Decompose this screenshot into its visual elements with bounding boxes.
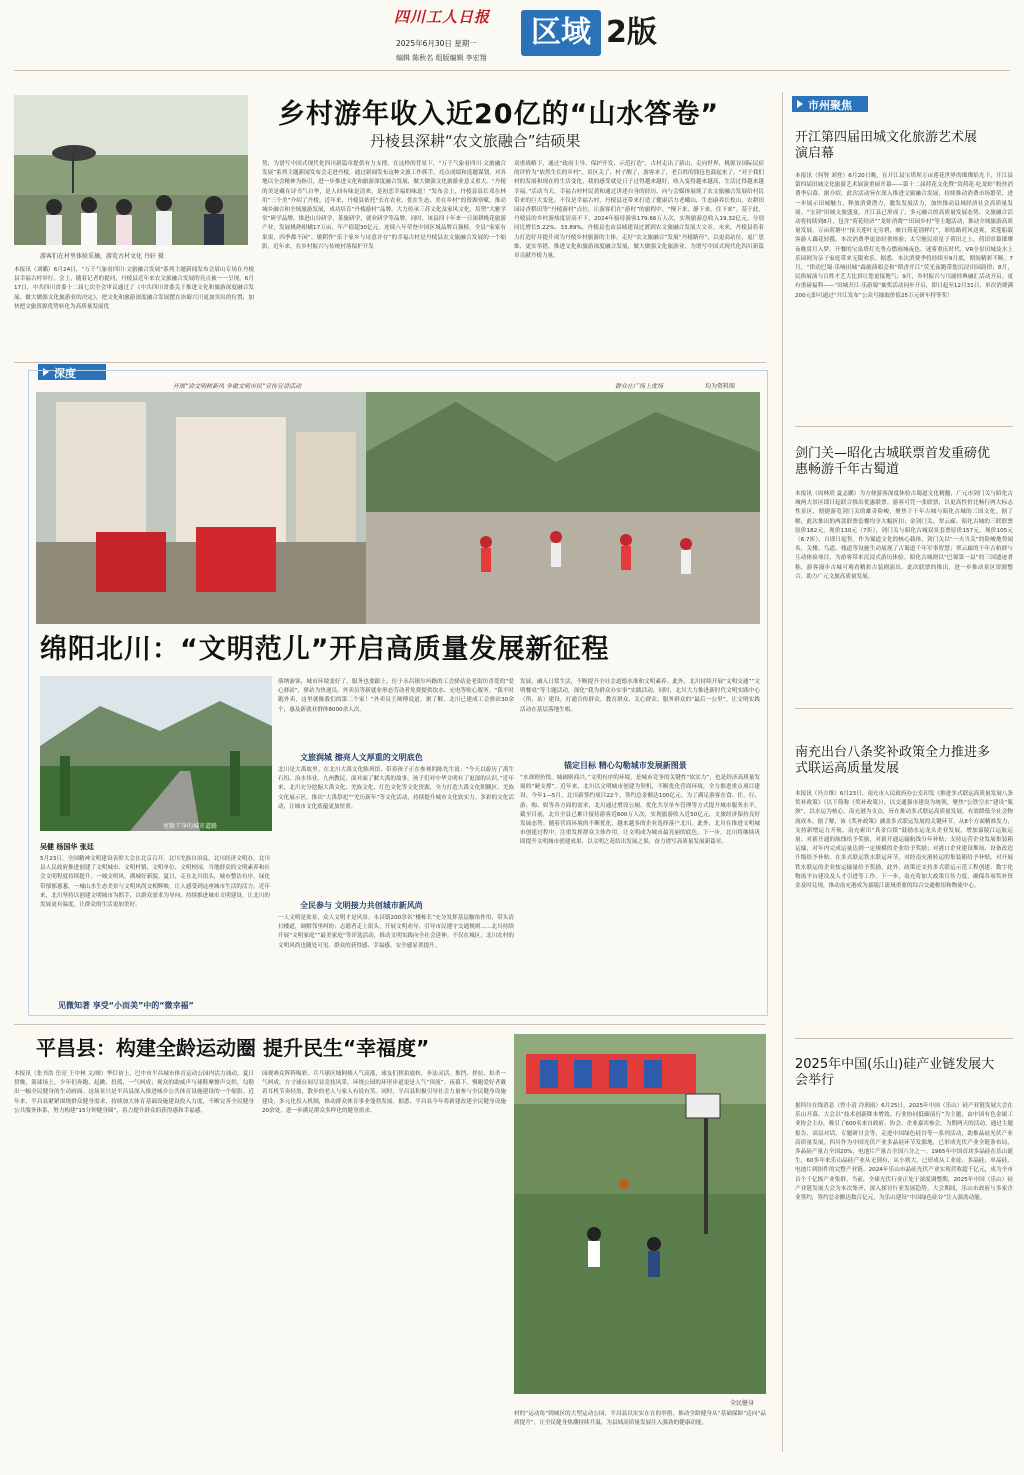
banner-caption-right: 群众在广场上度场 (615, 383, 664, 390)
city-divider-1 (795, 426, 1013, 427)
city-article-3-body: 本报讯（冯方维）6月23日，南充市人民政府办公室印发《推进多式联运高质量发展八条奖补政策》（以下简称《奖补政策》），以交通强市建设为统领，聚焦“公铁空水”建设“瓶颈”，以水运为核心、南充港为支点，旨在推动多式联运高质量发展，有效降低全社会物流成本。据了解，该《奖补政策》涵盖多式联运发展的关键环节，从8个方面精准发力，支持新增运力开航、南充索出“真金白银”鼓励水运龙头企业发展，增加嘉陵江运航运量。对新开通的航线给予奖励，对新开通运输航线分年补贴；支持运营企业发展集装箱运输，对年内完成运量达到一定规模的企业给予奖励；对港口企业建设堆场、设备改造升级给予补贴。在多式联运铁水联运环节，对经南充港转运的集装箱给予补贴，对开展铁水联运的企业按运输量给予奖励。此外，政策还支持多式联运示范工程创建、数字化物流平台建设及人才引进等工作。下一步，南充将加大政策宣传力度，确保各项奖补资金及时兑现，推动南充港成为嘉陵江流域重要的综合交通枢纽和物流中心。 (795, 791, 1013, 890)
city-article-2-title: 剑门关—昭化古城联票首发重磅优惠畅游千年古蜀道 (795, 446, 991, 477)
square-activity-photo (36, 392, 760, 624)
section-name: 区域 (531, 15, 591, 50)
lead-body-col2: 势，为谱写中国式现代化四川新篇章提供有力支撑。在这样的背景下，“万千气象看四川·文旅融合发展”系列主题新闻发布会走进丹棱，通过新闻发布这种文旅工作抓手，亮点成绩和选题谋划，对各地以全会精神为指引，进一步推进文化和旅游深度融合发展，做大做强文化旅游业意义重大。“丹棱的美是藏在诗书气自华，是人间有味是清欢，是初恋幸福的味道！”发布会上，丹棱县县长邓在林用“三个美”介绍了丹棱。近年来，丹棱县依托“长在农业，优在生态，美在乡村”的资源禀赋，推动城乡融合和全域旅游发展，成功培育“丹棱游村”品牌。大力传承三苏文化及家风文化，培塑“大雅学堂”研学品牌，推进山谷研学，茶旅研学，就业研学等品牌，同时，该县四十年来一日深耕桃花旅游产业，发展桃熟柑橘17万亩，年产值超30亿元，连续八年荣登中国区域品牌百强榜，全县“家家有果果，四季都不闲”。敏稻作“乐于家乡与诗意并存”的幸福古村是丹棱县农文旅融合发展的一个缩影，近年来，在乡村振兴与传统村落保护开发 (262, 161, 506, 250)
editors-line: 编辑 陈秋名 组版编辑 李宏翔 (396, 54, 487, 62)
depth-side-photo (40, 676, 272, 831)
depth-byline: 吴健 杨国华 张廷 (40, 843, 94, 851)
pingchang-body-col3: 村的“运动角”到城区的大型运动公园，平昌县以实实在在的举措，推动全龄健身从“基础保障”迈向“品质提升”，让全民健身热潮持续升温，为县域高质量发展注入强劲的健康动能。 (514, 1411, 766, 1427)
pingchang-photo-caption: 全民健身 (730, 1400, 755, 1407)
city-focus-icon (797, 100, 803, 108)
pingchang-title: 平昌县：构建全龄运动圈 提升民生“幸福度” (36, 1036, 430, 1060)
city-divider-3 (795, 1038, 1013, 1039)
depth-heading-4: 锚定目标 精心勾勒城市发展新图景 (564, 761, 687, 770)
depth-body-col3b: “水深则鱼悦，城阔则商兴。”文明有序的环境，是城市竞争的关键性“软实力”，也是经济高质量发展的“硬支撑”。近年来，北川以文明城市创建为契机，不断优化营商环境，全力推进重点项目建设。今年1—5月，北川新签约项目22个，签约总金额达100亿元。为了满足游客在食、住、行、游、购、娱等各方面的需求，北川通过增设公厕、优化共享单车管理等方式提升城市服务水平。截至目前，北川全县已累计接待游客近600万人次，实现旅游收入近50亿元，文旅经济保持良好发展态势。随着营商环境的不断优化，越来越多的企业选择落户北川。此外，北川在推进文明城市创建过程中，注重发挥群众主体作用，让文明成为城市最亮丽的底色。下一步，北川将继续巩固提升文明城市创建成果，以文明之花结出发展之果，奋力谱写高质量发展新篇章。 (520, 775, 760, 846)
depth-body-col2: 落纳游客，城市环境变好了，服务也要跟上。位于永昌镇尔玛路的工会驿站是老街坊喜爱的“爱心驿站”，驿站为快递员、外卖员等新就业形态劳动者免费提供饮水、充电等贴心服务。“我平时跑外卖，这里就像我们的第二个家！”外卖员王师傅说道。据了解，北川已建成工会驿站30余个，惠及新就业群体8000余人次。 (278, 679, 514, 713)
lead-divider (14, 362, 766, 363)
depth-body-col2b: 北川是大禹故里。在北川大禹文化陈列馆，带着孩子正在参观的陈先生说：“今天以游历了禹生石纽、治水伟业、九州教民，面对面了解大禹的故事，孩子们对中华文明有了更深的认识。”近年来，北川充分挖掘大禹文化、羌族文化、红色文化等文化资源，全力打造大禹文化朝觐区、羌族文化展示区，推出“大禹祭祀”“羌历新年”等文化活动，持续提升城市文化软实力。多彩的文化活动，让城市文化底蕴更加厚重。 (278, 767, 514, 810)
depth-heading-3: 全民参与 文明接力共创城市新风尚 (300, 901, 423, 910)
newspaper-logo: 四川工人日报 (394, 8, 491, 26)
city-article-4-title: 2025年中国(乐山)硅产业链发展大会举行 (795, 1057, 995, 1088)
pingchang-body-col2: 园观赛众阵阵喝彩。兵乓球区域阿姨人气高涨，球友们挥拍旋转，步法灵活，推挡、搓拉、扣杀一气呵成，方寸球台间尽显竞技风采。环绕公园的环形步道更是人气“顶流”。夜幕下，慢跑爱好者戴着耳机节奏轻盈，散步的老人与家人有说有笑。同时，平昌县积极引导社会力量参与全民健身设施建设，多元化投入机制，推动群众体育事业蓬勃发展。据悉，平昌县今年将新建改建全民健身设施20余处，进一步满足群众多样化的健身需求。 (262, 1071, 506, 1114)
city-article-3-title: 南充出台八条奖补政策全力推进多式联运高质量发展 (795, 745, 991, 776)
city-divider-2 (795, 708, 1013, 709)
lead-body-col1: 本报讯（刘璐）6月24日，“万千气象看四川·文旅融合发展”系列主题新闻发布会眉山专场在丹棱县幸福古村举行。会上，随着记者的提问，丹棱县近年来农文旅融合发展的亮点被一一呈现。6月17日，中共四川省委十二届七次全会审议通过了《中共四川省委关于推进文化和旅游深度融合发展、做大做强文化旅游业的决定》，把文化和旅游深度融合发展摆在治蜀兴川更加突出的位置，加快把文旅资源优势转化为高质量发展优 (14, 267, 254, 310)
page-number: 2版 (606, 15, 657, 50)
masthead-divider (14, 70, 1010, 71)
pingchang-body-col1: 本报讯（张书浩 岳亮 王中林 文/图）华灯初上，巴中市平昌城市体育运动公园内活力涌动。夏日傍晚，篮球场上，少年们奔跑、起跳、投篮，一气呵成；观众的助威声与球鞋摩擦声交织，勾勒出一幅全民健身的生动画面。这场景只是平昌县深入推进城乡公共体育设施建设的一个缩影。近年来，平昌县紧紧围绕群众健身需求，持续加大体育基础设施建设投入力度，不断完善全民健身公共服务体系，努力构建“15分钟健身圈”，着力提升群众的获得感和幸福感。 (14, 1071, 254, 1114)
lead-title: 乡村游年收入近20亿的“山水答卷” (278, 99, 720, 130)
lead-photo (14, 95, 248, 245)
depth-label: 深度 (54, 367, 76, 380)
lead-photo-caption: 游客们在村里体验采摘，游览古村文化 丹轩 摄 (40, 253, 164, 260)
side-photo-caption: 宽敞干净的城市道路 (163, 823, 218, 830)
city-article-2-body: 本报讯（周林玥 夏志鹏）为方便游客深度体验古蜀道文化精髓，广元市剑门关与昭化古城两大景区即日起联合推出优惠联票。游客可凭一张联票，以更高性价比畅行两大标志性景区，便捷游览剑门关的雄奇险峻，聚焦于千年古城与昭化古城的三国文化。据了解，此次推出的两款联票套餐均享大幅折扣；金剑门关、翠云廊、昭化古城的三联联票原价182元，现价130元（7折），剑门关与昭化古城双景套票原价157元，现价105元（6.7折），自即日起售。作为蜀道文化的核心载体，剑门关以“一夫当关”的险峻地势闻名，关楼、鸟道、栈道等设施生动展现了古蜀道千年军事智慧；翠云廊的千年古柏群与互动体验项目，为游客带来沉浸式游历体验。昭化古城则以“巴蜀第一县”的三国遗迹著称，游客漫步古城可观看精彩古装剧演出。此次联票的推出，进一步推动景区资源整合，助力广元文旅高质量发展。 (795, 491, 1013, 580)
depth-body-col1: 5月23日，全国精神文明建设表彰大会在北京召开。北川羌族自治县，北川经济文明办，北川县人民政府推进创建了文明城市、文明村镇、文明单位、文明校园，当地群众的文明素养和社会文明程度持续提升。一城文明风，满城好新貌。夏日，走在北川街头，城市整洁有序，绿化带郁郁葱葱，一城山水生态美景与文明风尚交相辉映，让人感受到这座城市生活的活力。近年来，北川坚持以创建文明城市为抓手，以群众需求为导向，持续推进城市文明建设，让北川的发展更有温度，让群众的生活更加美好。 (40, 856, 270, 909)
depth-banner-photo (36, 392, 760, 624)
tourists-photo (14, 95, 248, 245)
city-focus-label: 市州聚焦 (808, 99, 852, 112)
banner-photo-credit: 均为资料图 (705, 383, 736, 390)
basketball-court-photo (514, 1034, 766, 1394)
depth-title: 绵阳北川：“文明范儿”开启高质量发展新征程 (40, 634, 610, 665)
city-article-4-body: 据四川在线消息（曾小清 冷润雨）6月25日，2025年中国（乐山）硅产业链发展大会在乐山开幕。大会以“技术创新降本增效、行业协同低碳前行”为主题，由中国有色金属工业协会主办，吸引了600名来自政府、协会、企业嘉宾参会。为期两天的活动，通过主题报告、高层对话、专题研讨会等，走进中国绿色硅谷等一系列活动，助推晶硅光伏产业高质量发展。四川作为中国光伏产业多晶硅环节发源地，已形成光伏产业全链条布局，多晶硅产量占全国20%，电池片产量占全国六分之一。1965年中国首块多晶硅在乐山诞生，60多年来乐山晶硅产业从无到有，从小到大，已形成从工业硅、多晶硅、单晶硅、电池片到组件的完整产业链。2024年乐山市晶硅光伏产业实现营收超千亿元，成为全市首个千亿级产业集群。当前，全球光伏行业正处于深度调整期，2025年中国（乐山）硅产业链发展大会为本次集齐，深入探讨行业发展趋势。大会期间，乐山市政府与多家企业签约，签约总金额达数百亿元，为乐山建设“中国绿色硅谷”注入强劲动能。 (795, 1103, 1013, 1202)
banner-caption-left: 开展“讲文明树新风 争做文明市民”宣传宣讲活动 (173, 383, 302, 390)
city-article-1-body: 本报讯（何努 刘登）6月20日晚，在开江县宝塔坝万亩莲花世界的璀璨焰光下，开江县第四届田城文化旅游艺术展演重磅开幕——第十二届荷花文化暨“赏荷花·吃龙虾”粉丝消费季启幕。据介绍，此次活动旨在深入推进文旅融合发展，持续推动消费市场繁荣，进一步展示田城魅力，释放消费潜力，激发发展活力，加快推动县域经济社会高质量发展。“宝剑”田城文旅盛宴，开江县已形成了，多元融合的高质量发展态势。文旅融合活动将持续到8月，包含“荷花经济”“龙虾消费”“田园乡村”等主题活动，推动全域旅游高质量发展。万亩荷塘中“接天莲叶无穷碧，映日荷花别样红”，彩绘路荷风送爽，采莲船载客游人藕花轻揽。本次消费季更添轻奢体验；太空舱民宿星子荷田之上，荷田帘幕璀璨夜晚赏月入梦，开餐的宝泉塔灯光秀点燃雨城夜色，迷雾重庆时代，VR全景田城及水上乐园则为亲子家庭带来无限欢乐。据悉，本次消费季将持续至9月底，期间精彩不断。7月，“律动巴蜀·乐响田城”森旅演唱会和“稻香开江”荧光夜跑带您沉浸田园韵律；8月，民俗展演与百姓才艺大比拼让您更接地气；9月，乡村振兴与川渝经典融汇活动开启。更有重磅福利——“田城开江·乐游蜀”抽奖活动同步开启，即日起至12月31日，单次消费满200元即可通过“开江发布”公众号抽取价值25万元研车特等奖！ (795, 173, 1013, 299)
depth-heading-2: 文旅润城 擦亮人文厚重的文明底色 (300, 753, 423, 762)
depth-heading-1: 见微知著 享受“小而美”中的“微幸福” (58, 1001, 194, 1010)
pingchang-photo (514, 1034, 766, 1394)
depth-body-col3: 发展，融入日常生活，不断提升全社会道德水准和文明素养。此外，北川持续开展“文明交通”“文明餐桌”等主题活动，深化“我为群众办实事”实践活动。同时，北川大力推进新时代文明实践中心（所、站）建设，打通宣传群众、教育群众、关心群众、服务群众的“最后一公里”，让文明实践活动在基层落地生根。 (520, 679, 760, 713)
issue-date: 2025年6月30日 星期一 (396, 39, 477, 48)
depth-body-col2c: 一人文明是盆景，众人文明才是风景。永昌镇200余名“楼栋长”充分发挥基层触角作用，带头清扫楼道，调解邻里纠纷；志愿者走上街头，开展文明劝导，引导市民遵守交通规则……北川持续开展“文明家庭”“最美家庭”等评选活动，推动文明实践向全社会延伸。不仅在城区，北川农村的文明风尚也随处可见，群众的获得感、幸福感、安全感显著提升。 (278, 915, 514, 949)
city-article-1-title: 开江第四届田城文化旅游艺术展演启幕 (795, 130, 978, 161)
city-road-photo (40, 676, 272, 831)
lead-subtitle: 丹棱县深耕“农文旅融合”结硕果 (370, 132, 581, 150)
sidebar-divider (782, 92, 783, 1452)
lead-body-col3: 双重战略下，通过“政府主导、保护开发、示范打造”，古村走出了新山，走向世界，桃源谷国际民宿的评价为“依然生长的乡村”。景区关了，村子醒了，游客来了，老百姓的钱包也鼓起来了。“对于我们村的发展和现在的生活变化，我的感受就是日子过得越来越好，收入变得越来越高，生活过得越来越幸福。”活动当天，幸福古村村民黄和通过讲述自身的经历，向与会媒体展现了农文旅融合发展给村民带来的巨大变化。不仅是幸福古村，丹棱县还带来打造了健康活力老峨山，生态康养长枚山，农耕田园诗香稻田等“丹棱游村”点位，让游客们在“游村”的旅程中，“慢下来，静下来，住下来”。基于此，丹棱县的乡村游热度居高不下，2024年接待游客179.66万人次，实现旅游总收入19.32亿元，分别同比增长5.22%、33.89%，丹棱县也由县城建设过渡到农文旅融合发展大文章。未来，丹棱县将着力打造好并提升成为丹棱乡村旅游的主体，走好“农文旅融合”发展“丹棱路径”，以更高站位、更广思维、更实举措，推进文化和旅游深度融合发展，做大做强文化旅游业，为谱写中国式现代化四川新篇章贡献丹棱力量。 (514, 161, 764, 260)
masthead (0, 0, 1024, 72)
pingchang-divider (14, 1024, 766, 1025)
